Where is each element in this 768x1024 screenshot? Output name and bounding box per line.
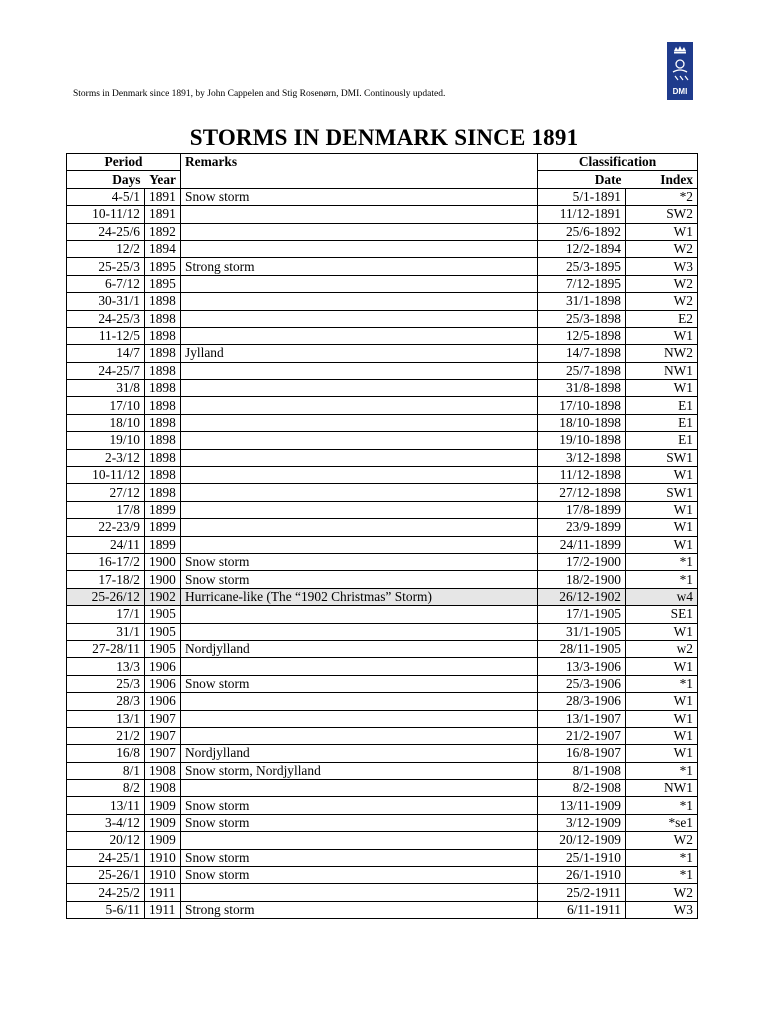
crown-icon — [667, 42, 693, 100]
days-cell: 8/1 — [67, 762, 145, 779]
index-cell: w2 — [626, 640, 698, 657]
year-cell: 1892 — [145, 223, 181, 240]
remarks-cell — [181, 832, 538, 849]
table-row — [67, 258, 698, 275]
year-cell: 1907 — [145, 710, 181, 727]
year-cell: 1907 — [145, 745, 181, 762]
date-cell: 26/12-1902 — [538, 588, 626, 605]
index-cell: W1 — [626, 658, 698, 675]
remarks-cell: Hurricane-like (The “1902 Christmas” Storm) — [181, 588, 538, 605]
date-cell: 16/8-1907 — [538, 745, 626, 762]
date-cell: 28/11-1905 — [538, 640, 626, 657]
date-cell: 25/7-1898 — [538, 362, 626, 379]
index-cell: NW1 — [626, 780, 698, 797]
year-cell: 1898 — [145, 414, 181, 431]
table-row — [67, 849, 698, 866]
table-row — [67, 293, 698, 310]
date-cell: 11/12-1898 — [538, 467, 626, 484]
days-cell: 24-25/3 — [67, 310, 145, 327]
remarks-cell — [181, 275, 538, 292]
remarks-cell: Snow storm — [181, 553, 538, 570]
date-cell: 8/1-1908 — [538, 762, 626, 779]
remarks-cell: Strong storm — [181, 258, 538, 275]
remarks-cell — [181, 362, 538, 379]
year-cell: 1898 — [145, 467, 181, 484]
index-cell: W1 — [626, 693, 698, 710]
days-cell: 17/8 — [67, 501, 145, 518]
remarks-cell — [181, 223, 538, 240]
year-cell: 1906 — [145, 675, 181, 692]
index-cell: W1 — [626, 745, 698, 762]
year-cell: 1911 — [145, 901, 181, 918]
index-cell: W1 — [626, 623, 698, 640]
remarks-cell: Snow storm, Nordjylland — [181, 762, 538, 779]
remarks-cell — [181, 206, 538, 223]
remarks-cell — [181, 293, 538, 310]
storm-rows — [67, 188, 698, 918]
year-cell: 1905 — [145, 640, 181, 657]
date-cell: 7/12-1895 — [538, 275, 626, 292]
days-cell: 3-4/12 — [67, 814, 145, 831]
index-cell: NW2 — [626, 345, 698, 362]
index-cell: *1 — [626, 849, 698, 866]
date-cell: 3/12-1909 — [538, 814, 626, 831]
days-cell: 22-23/9 — [67, 519, 145, 536]
days-cell: 25/3 — [67, 675, 145, 692]
days-cell: 24-25/1 — [67, 849, 145, 866]
date-cell: 18/10-1898 — [538, 414, 626, 431]
table-row — [67, 797, 698, 814]
days-cell: 27/12 — [67, 484, 145, 501]
days-cell: 31/8 — [67, 380, 145, 397]
year-cell: 1907 — [145, 727, 181, 744]
date-cell: 8/2-1908 — [538, 780, 626, 797]
year-cell: 1898 — [145, 380, 181, 397]
table-row — [67, 432, 698, 449]
remarks-cell — [181, 380, 538, 397]
days-cell: 19/10 — [67, 432, 145, 449]
table-row — [67, 727, 698, 744]
table-row — [67, 884, 698, 901]
index-cell: W1 — [626, 727, 698, 744]
remarks-cell — [181, 467, 538, 484]
table-row — [67, 310, 698, 327]
remarks-cell: Snow storm — [181, 188, 538, 205]
year-cell: 1899 — [145, 536, 181, 553]
remarks-cell — [181, 727, 538, 744]
date-cell: 11/12-1891 — [538, 206, 626, 223]
index-header: Index — [626, 171, 698, 188]
days-cell: 17/1 — [67, 606, 145, 623]
days-cell: 14/7 — [67, 345, 145, 362]
year-cell: 1898 — [145, 345, 181, 362]
year-cell: 1910 — [145, 867, 181, 884]
index-cell: W1 — [626, 536, 698, 553]
table-row — [67, 240, 698, 257]
index-cell: W3 — [626, 258, 698, 275]
table-row — [67, 675, 698, 692]
table-row — [67, 536, 698, 553]
table-row — [67, 275, 698, 292]
year-cell: 1894 — [145, 240, 181, 257]
date-cell: 25/3-1895 — [538, 258, 626, 275]
year-cell: 1898 — [145, 449, 181, 466]
index-cell: NW1 — [626, 362, 698, 379]
index-cell: E1 — [626, 432, 698, 449]
table-row — [67, 780, 698, 797]
date-cell: 26/1-1910 — [538, 867, 626, 884]
date-cell: 6/11-1911 — [538, 901, 626, 918]
table-row — [67, 832, 698, 849]
date-header: Date — [538, 171, 626, 188]
table-row — [67, 380, 698, 397]
remarks-cell: Jylland — [181, 345, 538, 362]
index-cell: E1 — [626, 397, 698, 414]
remarks-cell — [181, 414, 538, 431]
year-cell: 1899 — [145, 501, 181, 518]
year-cell: 1900 — [145, 571, 181, 588]
index-cell: w4 — [626, 588, 698, 605]
remarks-cell: Snow storm — [181, 571, 538, 588]
table-row — [67, 623, 698, 640]
days-cell: 8/2 — [67, 780, 145, 797]
remarks-cell — [181, 536, 538, 553]
date-cell: 27/12-1898 — [538, 484, 626, 501]
table-row — [67, 606, 698, 623]
date-cell: 13/3-1906 — [538, 658, 626, 675]
remarks-cell — [181, 884, 538, 901]
remarks-cell: Nordjylland — [181, 745, 538, 762]
days-cell: 27-28/11 — [67, 640, 145, 657]
days-cell: 28/3 — [67, 693, 145, 710]
year-cell: 1911 — [145, 884, 181, 901]
days-cell: 25-25/3 — [67, 258, 145, 275]
year-cell: 1898 — [145, 293, 181, 310]
days-cell: 4-5/1 — [67, 188, 145, 205]
date-cell: 13/1-1907 — [538, 710, 626, 727]
index-cell: W1 — [626, 223, 698, 240]
index-cell: SW2 — [626, 206, 698, 223]
index-cell: E2 — [626, 310, 698, 327]
classification-header: Classification — [538, 154, 698, 171]
remarks-cell: Snow storm — [181, 675, 538, 692]
year-cell: 1898 — [145, 362, 181, 379]
year-cell: 1908 — [145, 762, 181, 779]
date-cell: 31/1-1905 — [538, 623, 626, 640]
index-cell: SE1 — [626, 606, 698, 623]
year-cell: 1898 — [145, 432, 181, 449]
year-cell: 1908 — [145, 780, 181, 797]
remarks-cell — [181, 240, 538, 257]
index-cell: W2 — [626, 240, 698, 257]
days-cell: 13/1 — [67, 710, 145, 727]
year-cell: 1905 — [145, 606, 181, 623]
days-cell: 21/2 — [67, 727, 145, 744]
table-row — [67, 501, 698, 518]
logo-text: DMI — [672, 87, 688, 96]
year-cell: 1899 — [145, 519, 181, 536]
table-row — [67, 571, 698, 588]
index-cell: SW1 — [626, 484, 698, 501]
days-cell: 6-7/12 — [67, 275, 145, 292]
date-cell: 17/2-1900 — [538, 553, 626, 570]
index-cell: *1 — [626, 797, 698, 814]
date-cell: 20/12-1909 — [538, 832, 626, 849]
year-cell: 1905 — [145, 623, 181, 640]
days-cell: 16/8 — [67, 745, 145, 762]
days-cell: 5-6/11 — [67, 901, 145, 918]
date-cell: 12/2-1894 — [538, 240, 626, 257]
days-cell: 24-25/6 — [67, 223, 145, 240]
index-cell: *2 — [626, 188, 698, 205]
year-cell: 1902 — [145, 588, 181, 605]
index-cell: W1 — [626, 501, 698, 518]
table-row — [67, 362, 698, 379]
index-cell: *1 — [626, 675, 698, 692]
year-cell: 1891 — [145, 188, 181, 205]
index-cell: *1 — [626, 762, 698, 779]
remarks-cell: Strong storm — [181, 901, 538, 918]
index-cell: *1 — [626, 553, 698, 570]
table-row — [67, 327, 698, 344]
remarks-cell — [181, 432, 538, 449]
remarks-cell — [181, 519, 538, 536]
table-row — [67, 867, 698, 884]
index-cell: *1 — [626, 867, 698, 884]
year-cell: 1906 — [145, 658, 181, 675]
days-cell: 24-25/7 — [67, 362, 145, 379]
date-cell: 25/3-1898 — [538, 310, 626, 327]
days-cell: 17-18/2 — [67, 571, 145, 588]
date-cell: 13/11-1909 — [538, 797, 626, 814]
days-cell: 12/2 — [67, 240, 145, 257]
table-row — [67, 745, 698, 762]
date-cell: 17/10-1898 — [538, 397, 626, 414]
year-cell: 1909 — [145, 797, 181, 814]
remarks-cell: Snow storm — [181, 867, 538, 884]
days-cell: 24/11 — [67, 536, 145, 553]
table-row — [67, 588, 698, 605]
days-cell: 25-26/1 — [67, 867, 145, 884]
remarks-cell — [181, 623, 538, 640]
year-cell: 1906 — [145, 693, 181, 710]
date-cell: 19/10-1898 — [538, 432, 626, 449]
year-cell: 1900 — [145, 553, 181, 570]
days-cell: 24-25/2 — [67, 884, 145, 901]
date-cell: 28/3-1906 — [538, 693, 626, 710]
table-row — [67, 188, 698, 205]
index-cell: W2 — [626, 293, 698, 310]
remarks-cell — [181, 501, 538, 518]
date-cell: 25/2-1911 — [538, 884, 626, 901]
year-cell: 1895 — [145, 275, 181, 292]
page-title: STORMS IN DENMARK SINCE 1891 — [189, 125, 579, 150]
date-cell: 12/5-1898 — [538, 327, 626, 344]
remarks-cell — [181, 693, 538, 710]
date-cell: 24/11-1899 — [538, 536, 626, 553]
table-row — [67, 710, 698, 727]
table-row — [67, 449, 698, 466]
remarks-cell — [181, 449, 538, 466]
index-cell: *1 — [626, 571, 698, 588]
table-row — [67, 658, 698, 675]
year-cell: 1909 — [145, 832, 181, 849]
days-cell: 13/3 — [67, 658, 145, 675]
days-cell: 25-26/12 — [67, 588, 145, 605]
index-cell: *se1 — [626, 814, 698, 831]
days-header: Days — [67, 171, 145, 188]
table-row — [67, 640, 698, 657]
date-cell: 5/1-1891 — [538, 188, 626, 205]
remarks-cell — [181, 310, 538, 327]
days-cell: 10-11/12 — [67, 206, 145, 223]
index-cell: W2 — [626, 884, 698, 901]
days-cell: 17/10 — [67, 397, 145, 414]
year-cell: 1898 — [145, 484, 181, 501]
remarks-cell: Snow storm — [181, 849, 538, 866]
date-cell: 3/12-1898 — [538, 449, 626, 466]
table-row — [67, 345, 698, 362]
index-cell: W1 — [626, 380, 698, 397]
days-cell: 30-31/1 — [67, 293, 145, 310]
table-row — [67, 553, 698, 570]
remarks-cell: Snow storm — [181, 797, 538, 814]
document-source-line: Storms in Denmark since 1891, by John Cappelen and Stig Rosenørn, DMI. Continously updated. — [73, 89, 446, 99]
remarks-cell — [181, 658, 538, 675]
days-cell: 11-12/5 — [67, 327, 145, 344]
table-row — [67, 414, 698, 431]
date-cell: 31/8-1898 — [538, 380, 626, 397]
index-cell: E1 — [626, 414, 698, 431]
date-cell: 14/7-1898 — [538, 345, 626, 362]
remarks-cell — [181, 606, 538, 623]
remarks-cell — [181, 327, 538, 344]
date-cell: 25/6-1892 — [538, 223, 626, 240]
remarks-cell — [181, 397, 538, 414]
date-cell: 17/1-1905 — [538, 606, 626, 623]
remarks-cell: Nordjylland — [181, 640, 538, 657]
index-cell: W2 — [626, 832, 698, 849]
table-row — [67, 693, 698, 710]
index-cell: W2 — [626, 275, 698, 292]
date-cell: 21/2-1907 — [538, 727, 626, 744]
days-cell: 10-11/12 — [67, 467, 145, 484]
remarks-header: Remarks — [181, 154, 538, 189]
remarks-cell: Snow storm — [181, 814, 538, 831]
year-cell: 1898 — [145, 327, 181, 344]
table-row — [67, 397, 698, 414]
date-cell: 31/1-1898 — [538, 293, 626, 310]
index-cell: W1 — [626, 519, 698, 536]
storms-table — [66, 153, 698, 919]
year-header: Year — [145, 171, 181, 188]
date-cell: 18/2-1900 — [538, 571, 626, 588]
date-cell: 25/3-1906 — [538, 675, 626, 692]
table-row — [67, 519, 698, 536]
days-cell: 13/11 — [67, 797, 145, 814]
table-row — [67, 223, 698, 240]
remarks-cell — [181, 710, 538, 727]
year-cell: 1891 — [145, 206, 181, 223]
date-cell: 25/1-1910 — [538, 849, 626, 866]
year-cell: 1898 — [145, 310, 181, 327]
table-row — [67, 814, 698, 831]
date-cell: 23/9-1899 — [538, 519, 626, 536]
index-cell: SW1 — [626, 449, 698, 466]
index-cell: W3 — [626, 901, 698, 918]
table-row — [67, 762, 698, 779]
days-cell: 16-17/2 — [67, 553, 145, 570]
table-row — [67, 206, 698, 223]
remarks-cell — [181, 484, 538, 501]
period-header: Period — [67, 154, 181, 171]
days-cell: 2-3/12 — [67, 449, 145, 466]
remarks-cell — [181, 780, 538, 797]
index-cell: W1 — [626, 710, 698, 727]
table-row — [67, 467, 698, 484]
days-cell: 20/12 — [67, 832, 145, 849]
table-row — [67, 484, 698, 501]
year-cell: 1910 — [145, 849, 181, 866]
date-cell: 17/8-1899 — [538, 501, 626, 518]
year-cell: 1898 — [145, 397, 181, 414]
days-cell: 18/10 — [67, 414, 145, 431]
year-cell: 1895 — [145, 258, 181, 275]
days-cell: 31/1 — [67, 623, 145, 640]
index-cell: W1 — [626, 467, 698, 484]
dmi-logo — [667, 42, 693, 100]
index-cell: W1 — [626, 327, 698, 344]
table-row — [67, 901, 698, 918]
year-cell: 1909 — [145, 814, 181, 831]
